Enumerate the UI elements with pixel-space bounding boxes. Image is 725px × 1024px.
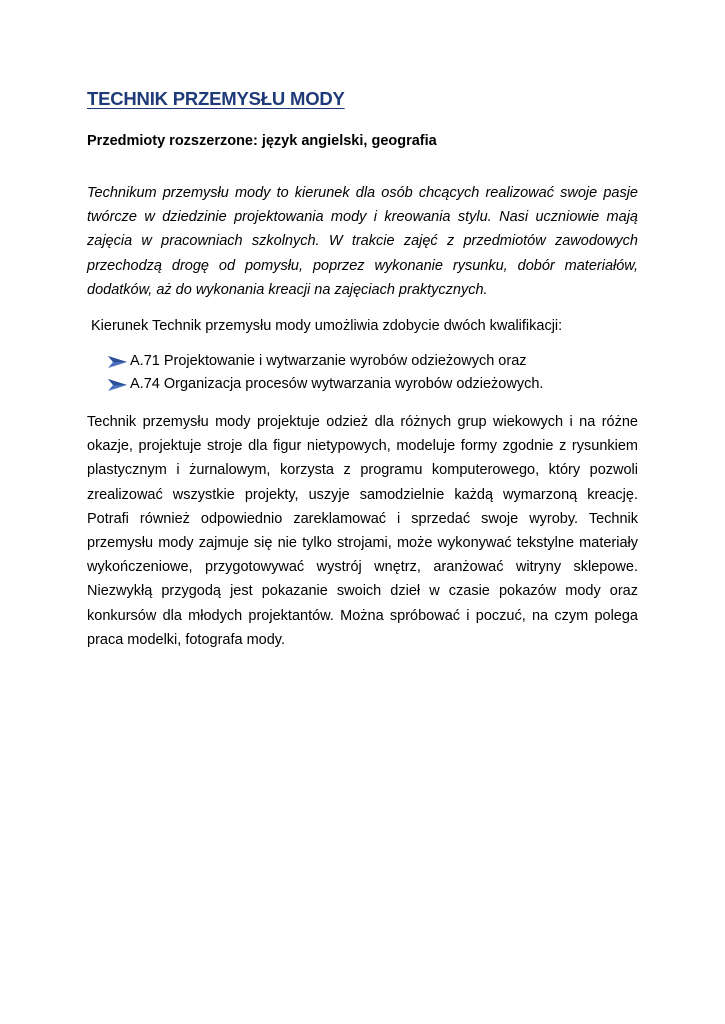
qualification-text: A.71 Projektowanie i wytwarzanie wyrobów odzieżowych oraz <box>130 353 527 370</box>
page-title: TECHNIK PRZEMYSŁU MODY <box>87 88 345 109</box>
qualifications-list <box>107 350 638 396</box>
list-item <box>107 350 638 373</box>
qualification-text: A.74 Organizacja procesów wytwarzania wyrobów odzieżowych. <box>130 376 544 393</box>
list-item <box>107 373 638 396</box>
subjects-subtitle: Przedmioty rozszerzone: język angielski, geografia <box>87 133 437 149</box>
description-paragraph: Technik przemysłu mody projektuje odzież dla różnych grup wiekowych i na różne okazje, projektuje stroje dla figur nietypowych, modeluje formy zgodnie z rysunkiem plastycznym i żurnalowym, korzysta z programu komputerowego, który pozwoli zrealizować wszystkie projekty, uszyje samodzielnie każdą wymarzoną kreację. Potrafi również odpowiednio zareklamować i sprzedać swoje wyroby. Technik przemysłu mody zajmuje się nie tylko strojami, może wykonywać tekstylne materiały wykończeniowe, przygotowywać wystrój wnętrz, aranżować witryny sklepowe. Niezwykłą przygodą jest pokazanie swoich dzieł w czasie pokazów mody oraz konkursów dla młodych projektantów. Można spróbować i poczuć, na czym polega praca modelki, fotografa mody. <box>87 414 638 648</box>
qualifications-intro: Kierunek Technik przemysłu mody umożliwia zdobycie dwóch kwalifikacji: <box>91 318 563 335</box>
intro-paragraph: Technikum przemysłu mody to kierunek dla osób chcących realizować swoje pasje twórcze w dziedzinie projektowania mody i kreowania stylu. Nasi uczniowie mają zajęcia w pracowniach szkolnych. W trakcie zajęć z przedmiotów zawodowych przechodzą drogę od pomysłu, poprzez wykonanie rysunku, dobór materiałów, dodatków, aż do wykonania kreacji na zajęciach praktycznych. <box>87 185 638 298</box>
arrow-bullet-icon <box>107 355 128 369</box>
arrow-bullet-icon <box>107 378 128 392</box>
